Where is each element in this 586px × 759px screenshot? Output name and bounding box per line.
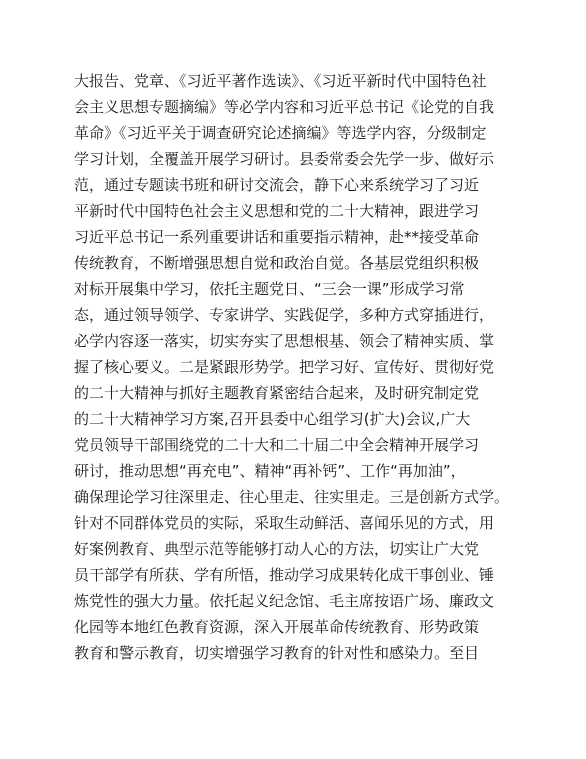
text-line: 对标开展集中学习，依托主题党日、“三会一课”形成学习常 [74, 280, 465, 298]
text-line: 大报告、党章、《习近平著作选读》、《习近平新时代中国特色社 [74, 72, 487, 90]
text-line: 态，通过领导领学、专家讲学、实践促学，多种方式穿插进行， [74, 306, 495, 324]
text-line: 确保理论学习往深里走、往心里走、往实里走。三是创新方式学。 [74, 488, 510, 506]
text-line: 的二十大精神学习方案,召开县委中心组学习(扩大)会议,广大 [74, 410, 471, 428]
text-line: 研讨，推动思想“再充电”、精神“再补钙”、工作“再加油”， [74, 462, 466, 480]
text-line: 的二十大精神与抓好主题教育紧密结合起来，及时研究制定党 [74, 384, 480, 402]
text-line: 党员领导干部围绕党的二十大和二十届二中全会精神开展学习 [74, 436, 480, 454]
text-line: 握了核心要义。二是紧跟形势学。把学习好、宣传好、贯彻好党 [74, 358, 495, 376]
text-line: 传统教育，不断增强思想自觉和政治自觉。各基层党组织积极 [74, 254, 480, 272]
text-line: 会主义思想专题摘编》等必学内容和习近平总书记《论党的自我 [74, 98, 495, 116]
text-line: 好案例教育、典型示范等能够打动人心的方法，切实让广大党 [74, 540, 480, 558]
text-line: 炼党性的强大力量。依托起义纪念馆、毛主席按语广场、廉政文 [74, 592, 495, 610]
text-line: 范，通过专题读书班和研讨交流会，静下心来系统学习了习近 [74, 176, 480, 194]
text-line: 针对不同群体党员的实际，采取生动鲜活、喜闻乐见的方式，用 [74, 514, 495, 532]
text-line: 员干部学有所获、学有所悟，推动学习成果转化成干事创业、锤 [74, 566, 495, 584]
text-line: 必学内容逐一落实，切实夯实了思想根基、领会了精神实质、掌 [74, 332, 495, 350]
text-line: 平新时代中国特色社会主义思想和党的二十大精神，跟进学习 [74, 202, 480, 220]
text-line: 化园等本地红色教育资源，深入开展革命传统教育、形势政策 [74, 618, 480, 636]
body-text [74, 68, 524, 666]
text-line: 革命》《习近平关于调查研究论述摘编》等选学内容，分级制定 [74, 124, 487, 142]
text-line: 教育和警示教育，切实增强学习教育的针对性和感染力。至目 [74, 644, 480, 662]
text-line: 习近平总书记一系列重要讲话和重要指示精神，赴**接受革命 [74, 228, 480, 246]
text-line: 学习计划，全覆盖开展学习研讨。县委常委会先学一步、做好示 [74, 150, 495, 168]
